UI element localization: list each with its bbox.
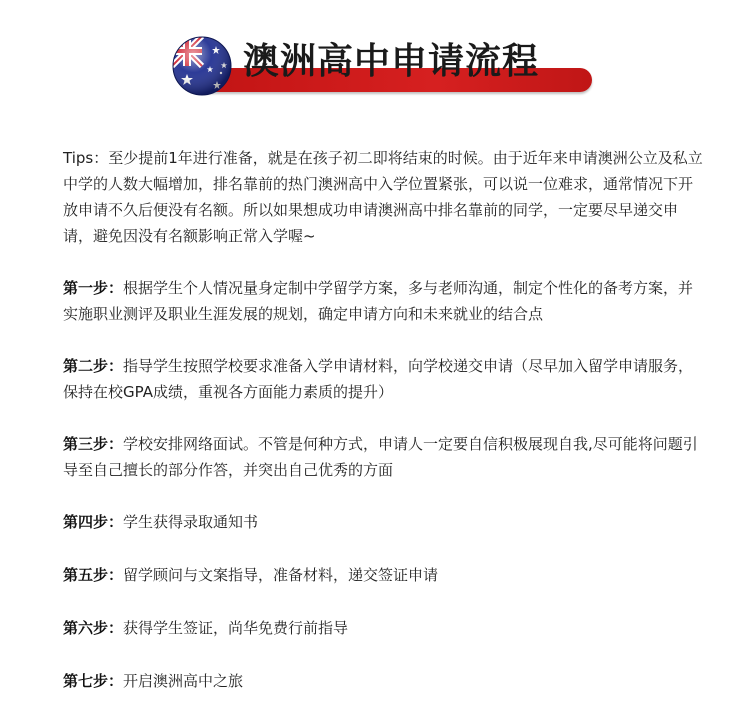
step-label: 第四步： — [63, 513, 124, 531]
step-label: 第六步： — [63, 619, 124, 637]
step-label: 第五步： — [63, 566, 124, 584]
step-label: 第一步： — [63, 279, 124, 297]
page-title: 澳洲高中申请流程 — [243, 41, 540, 82]
step-label: 第二步： — [63, 357, 124, 375]
step-7 — [63, 668, 703, 694]
step-label: 第三步： — [63, 435, 124, 453]
step-1 — [63, 275, 703, 327]
step-text: 获得学生签证，尚华免费行前指导 — [123, 619, 349, 637]
step-text: 学生获得录取通知书 — [123, 513, 259, 531]
tips-paragraph: Tips：至少提前1年进行准备，就是在孩子初二即将结束的时候。由于近年来申请澳洲公立及私立中学的人数大幅增加，排名靠前的热门澳洲高中入学位置紧张，可以说一位难求，通常情况下开放申请不久后便没有名额。所以如果想成功申请澳洲高中排名靠前的同学，一定要尽早递交申请，避免因没有名额影响正常入学喔~ — [63, 149, 703, 245]
step-4 — [63, 509, 703, 535]
step-text: 学校安排网络面试。不管是何种方式，申请人一定要自信积极展现自我,尽可能将问题引导至自己擅长的部分作答，并突出自己优秀的方面 — [63, 435, 698, 479]
step-3 — [63, 431, 703, 483]
header-banner — [168, 32, 593, 102]
step-text: 留学顾问与文案指导，准备材料，递交签证申请 — [123, 566, 439, 584]
step-text: 根据学生个人情况量身定制中学留学方案，多与老师沟通，制定个性化的备考方案，并实施职业测评及职业生涯发展的规划，确定申请方向和未来就业的结合点 — [63, 279, 694, 323]
content-body — [63, 145, 703, 694]
step-6 — [63, 615, 703, 641]
step-5 — [63, 562, 703, 588]
step-text: 开启澳洲高中之旅 — [123, 672, 244, 690]
step-text: 指导学生按照学校要求准备入学申请材料，向学校递交申请（尽早加入留学申请服务，保持在校GPA成绩，重视各方面能力素质的提升） — [63, 357, 694, 401]
australia-flag-globe-icon — [172, 36, 232, 96]
step-label: 第七步： — [63, 672, 124, 690]
step-2 — [63, 353, 703, 405]
